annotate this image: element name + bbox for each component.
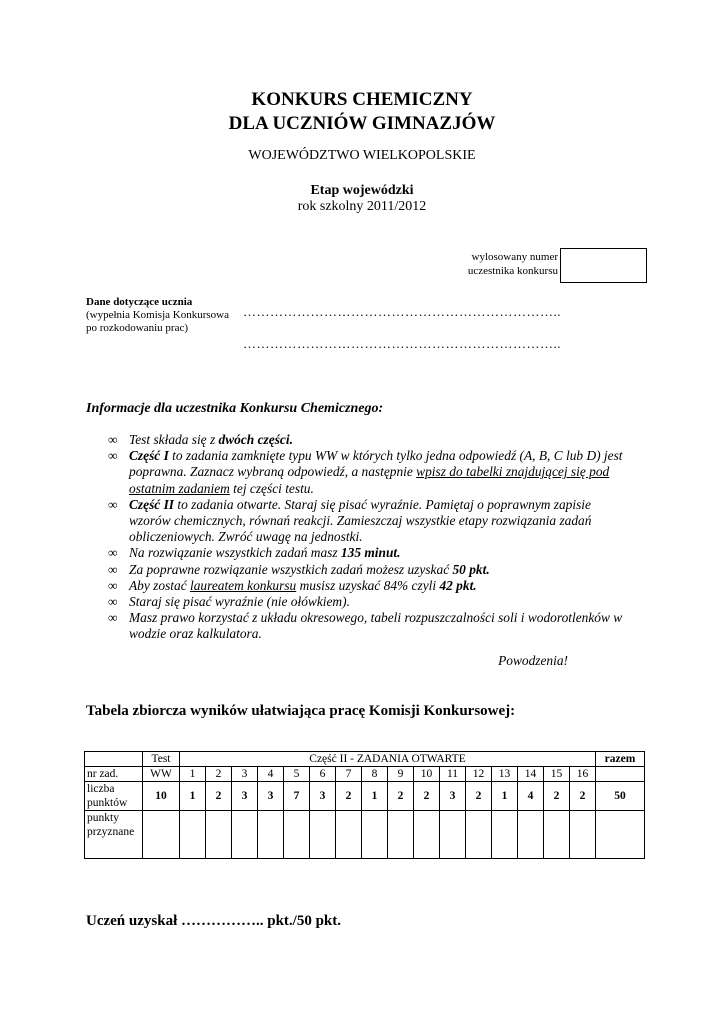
info-item: ∞ Na rozwiązanie wszystkich zadań masz 135 minut.: [108, 545, 401, 561]
points-cell: 2: [206, 782, 232, 811]
points-cell: 4: [518, 782, 544, 811]
awarded-cell[interactable]: [206, 811, 232, 859]
awarded-cell[interactable]: [336, 811, 362, 859]
points-cell: 2: [388, 782, 414, 811]
table-row-points: [85, 782, 645, 811]
info-item: ∞ Za poprawne rozwiązanie wszystkich zadań możesz uzyskać 50 pkt.: [108, 561, 490, 577]
task-number: 15: [544, 767, 570, 782]
points-cell: 2: [570, 782, 596, 811]
participant-number-box[interactable]: [560, 248, 647, 283]
table-header-part2: Część II - ZADANIA OTWARTE: [180, 752, 596, 767]
points-cell: 3: [310, 782, 336, 811]
infinity-bullet-icon: ∞: [108, 610, 118, 626]
result-line: Uczeń uzyskał …………….. pkt./50 pkt.: [86, 913, 342, 929]
task-number: 3: [232, 767, 258, 782]
info-item: ∞ Staraj się pisać wyraźnie (nie ołówkiem).: [108, 594, 350, 610]
info-item: ∞ Część II to zadania otwarte. Staraj się pisać wyraźnie. Pamiętaj o poprawnym zapisie wzorów chemicznych, równań reakcji. Zamieszczaj wszystkie etapy rozwiązania zadań obliczeniowych. Zwróć uwagę na jednostki.: [108, 496, 592, 545]
table-header-total: razem: [596, 752, 645, 767]
awarded-cell[interactable]: [284, 811, 310, 859]
summary-table: [84, 751, 645, 859]
points-cell: 2: [336, 782, 362, 811]
task-number: 9: [388, 767, 414, 782]
points-cell: 3: [258, 782, 284, 811]
region: WOJEWÓDZTWO WIELKOPOLSKIE: [248, 148, 476, 163]
info-item: ∞ Masz prawo korzystać z układu okresowego, tabeli rozpuszczalności soli i wodorotlenków w wodzie oraz kalkulatora.: [108, 610, 623, 642]
info-item: ∞ Część I to zadania zamknięte typu WW w których tylko jedna odpowiedź (A, B, C lub D) jest poprawna. Zaznacz wybraną odpowiedź, a następnie wpisz do tabelki znajdującej się pod ostatnim zadaniem tej części testu.: [108, 448, 623, 496]
student-data-title: Dane dotyczące ucznia: [86, 296, 193, 308]
points-cell: 3: [440, 782, 466, 811]
task-number: 6: [310, 767, 336, 782]
task-number: 14: [518, 767, 544, 782]
awarded-cell[interactable]: [466, 811, 492, 859]
row-label-tasks: nr zad.: [85, 767, 143, 782]
info-list: [108, 432, 628, 643]
info-heading: Informacje dla uczestnika Konkursu Chemicznego:: [86, 401, 384, 416]
table-row-awarded: [85, 811, 645, 859]
points-cell: 1: [362, 782, 388, 811]
row-label-awarded: punkty przyznane: [85, 811, 143, 859]
task-ww: WW: [143, 767, 180, 782]
table-row-tasks: [85, 767, 645, 782]
task-total-empty: [596, 767, 645, 782]
infinity-bullet-icon: ∞: [108, 496, 118, 512]
stage: Etap wojewódzki: [310, 183, 414, 198]
points-cell: 3: [232, 782, 258, 811]
awarded-cell[interactable]: [362, 811, 388, 859]
table-header-test: Test: [143, 752, 180, 767]
participant-number-label-1: wylosowany numer: [471, 251, 558, 263]
points-cell: 7: [284, 782, 310, 811]
title-line-1: KONKURS CHEMICZNY: [251, 89, 473, 110]
awarded-cell[interactable]: [414, 811, 440, 859]
row-label-points: liczba punktów: [85, 782, 143, 811]
task-number: 11: [440, 767, 466, 782]
awarded-cell[interactable]: [388, 811, 414, 859]
task-number: 16: [570, 767, 596, 782]
task-number: 7: [336, 767, 362, 782]
points-cell: 2: [414, 782, 440, 811]
points-ww: 10: [143, 782, 180, 811]
task-number: 1: [180, 767, 206, 782]
task-number: 4: [258, 767, 284, 782]
awarded-cell[interactable]: [492, 811, 518, 859]
task-number: 5: [284, 767, 310, 782]
student-data-note-1: (wypełnia Komisja Konkursowa: [86, 309, 229, 321]
student-data-field-2[interactable]: ……………………………………………………………..: [243, 336, 561, 351]
title-line-2: DLA UCZNIÓW GIMNAZJÓW: [228, 113, 496, 134]
infinity-bullet-icon: ∞: [108, 561, 118, 577]
table-header-empty: [85, 752, 143, 767]
task-number: 2: [206, 767, 232, 782]
awarded-cell[interactable]: [440, 811, 466, 859]
points-cell: 1: [492, 782, 518, 811]
points-cell: 2: [544, 782, 570, 811]
task-number: 8: [362, 767, 388, 782]
table-header-row: [85, 752, 645, 767]
student-data-field-1[interactable]: ……………………………………………………………..: [243, 304, 561, 319]
infinity-bullet-icon: ∞: [108, 577, 118, 593]
points-total: 50: [596, 782, 645, 811]
task-number: 13: [492, 767, 518, 782]
awarded-cell[interactable]: [258, 811, 284, 859]
awarded-cell[interactable]: [180, 811, 206, 859]
points-cell: 1: [180, 782, 206, 811]
points-cell: 2: [466, 782, 492, 811]
task-number: 12: [466, 767, 492, 782]
closing: Powodzenia!: [498, 653, 568, 668]
awarded-cell[interactable]: [310, 811, 336, 859]
awarded-total-cell[interactable]: [596, 811, 645, 859]
info-item: ∞ Test składa się z dwóch części.: [108, 432, 293, 447]
awarded-cell[interactable]: [544, 811, 570, 859]
infinity-bullet-icon: ∞: [108, 448, 118, 464]
info-item: ∞ Aby zostać laureatem konkursu musisz uzyskać 84% czyli 42 pkt.: [108, 577, 477, 593]
school-year: rok szkolny 2011/2012: [297, 199, 427, 214]
infinity-bullet-icon: ∞: [108, 432, 118, 447]
task-number: 10: [414, 767, 440, 782]
awarded-cell[interactable]: [232, 811, 258, 859]
summary-title: Tabela zbiorcza wyników ułatwiająca pracę Komisji Konkursowej:: [86, 703, 516, 719]
infinity-bullet-icon: ∞: [108, 594, 118, 610]
awarded-cell[interactable]: [570, 811, 596, 859]
participant-number-label-2: uczestnika konkursu: [467, 265, 558, 277]
awarded-cell[interactable]: [143, 811, 180, 859]
awarded-cell[interactable]: [518, 811, 544, 859]
infinity-bullet-icon: ∞: [108, 545, 118, 561]
student-data-note-2: po rozkodowaniu prac): [86, 322, 189, 334]
